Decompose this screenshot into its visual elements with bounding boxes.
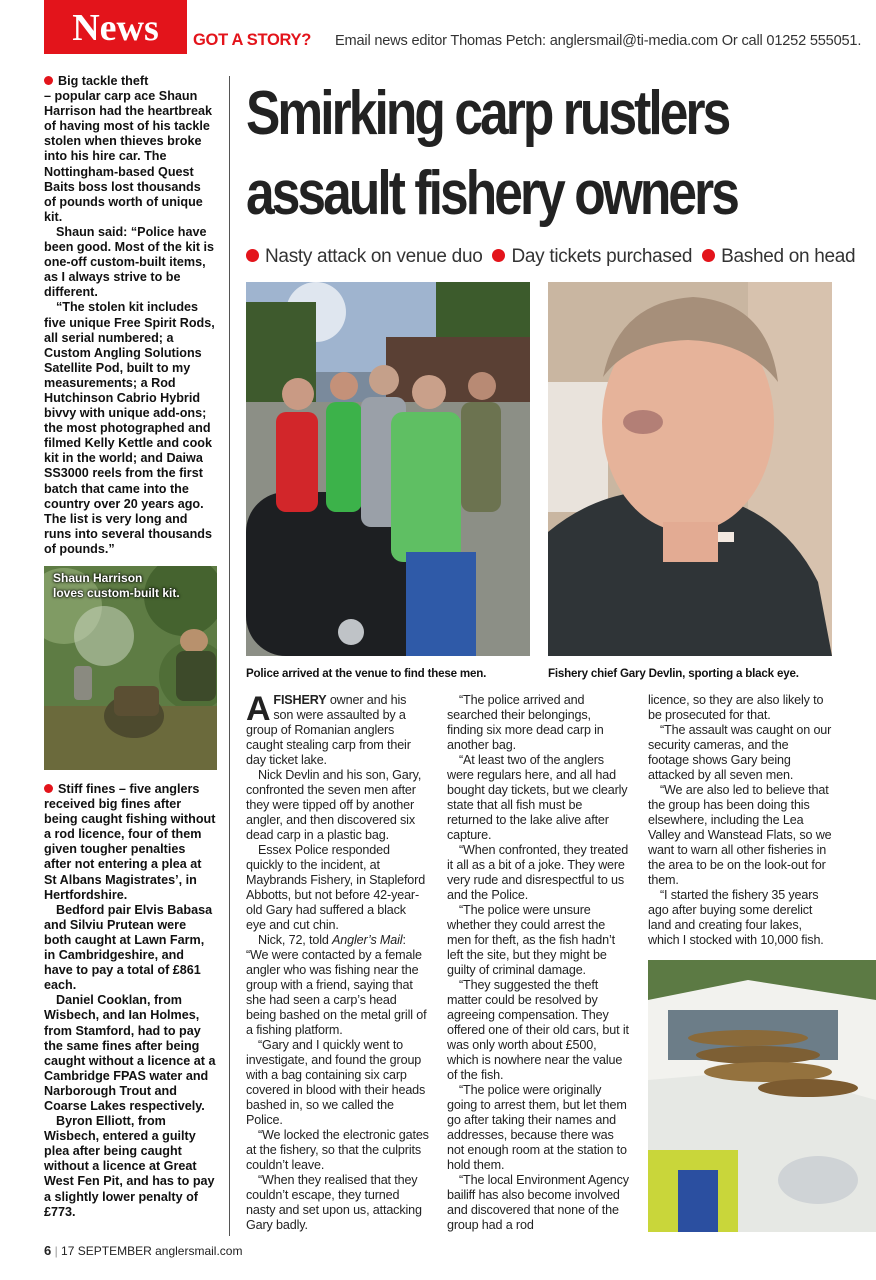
page-footer [44, 1243, 242, 1258]
sidebar-paragraph: Daniel Cooklan, from Wisbech, and Ian Holmes, from Stamford, had to pay the same fines after being caught without a licence at a Cambridge FPAS water and Narborough Trout and Coarse Lakes respectively. [44, 993, 216, 1113]
sidebar-story-title: Big tackle theft [58, 74, 149, 88]
photo-caption-left: Police arrived at the venue to find these men. [246, 667, 487, 680]
bullet-dot-icon [492, 249, 505, 262]
drop-cap: A [246, 690, 271, 728]
article-paragraph: licence, so they are also likely to be prosecuted for that. [648, 693, 824, 722]
article-column-3 [648, 693, 832, 948]
suspects-photo [246, 282, 530, 656]
sidebar-story-stiff-fines [44, 782, 216, 1220]
standfirst-bullets [246, 246, 855, 268]
caption-line: Shaun Harrison [53, 571, 143, 585]
dead-carp-on-car-image [648, 960, 876, 1232]
sidebar-paragraph: “The stolen kit includes five unique Free Spirit Rods, all serial numbered; a Custom Angling Solutions Satellite Pod, built to my measurements; a Rod Hutchinson Cabrio Hybrid bivvy with unique add-ons; the most photographed and filmed Kelly Kettle and cook kit in the world; and Daiwa SS3000 reels from the first batch that came into the country over 20 years ago. The list is very long and runs into several thousands of pounds.” [44, 300, 215, 556]
article-column-1 [246, 690, 429, 1233]
bullet-dot-icon [702, 249, 715, 262]
bullet-dot-icon [44, 76, 53, 85]
headline-line: assault fishery owners [246, 159, 737, 228]
section-title: News [72, 7, 159, 49]
bullet-dot-icon [44, 784, 53, 793]
article-paragraph [246, 933, 429, 1038]
article-paragraph: “I started the fishery 35 years ago after buying some derelict land and creating four lakes, which I stocked with 10,000 fish. [648, 888, 824, 947]
got-story-label: GOT A STORY? [193, 31, 312, 49]
sidebar-paragraph: – popular carp ace Shaun Harrison had the heartbreak of having most of his tackle stolen when thieves broke into his hire car. The Nottingham-based Quest Baits boss lost thousands of pounds worth of unique kit. [44, 89, 212, 224]
article-paragraph: “The local Environment Agency bailiff has also become involved and discovered that none of the group had a rod [447, 1173, 629, 1232]
lead-text: owner and his son were assaulted by a group of Romanian anglers caught stealing carp from their day ticket lake. [246, 693, 411, 767]
headline-line: Smirking carp rustlers [246, 79, 729, 148]
article-paragraph: “When they realised that they couldn’t escape, they turned nasty and set upon us, attacking Gary badly. [246, 1173, 422, 1232]
article-paragraph: “When confronted, they treated it all as a bit of a joke. They were very rude and disrespectful to us and the Police. [447, 843, 629, 902]
website-link[interactable]: anglersmail.com [155, 1244, 243, 1258]
sidebar-story-tackle-theft [44, 74, 216, 557]
bullet-dot-icon [246, 249, 259, 262]
sidebar-paragraph: Shaun said: “Police have been good. Most of the kit is one-off custom-built items, as I always strive to be different. [44, 224, 215, 300]
text-run: : “We were contacted by a female angler who was fishing near the group with a friend, saying that she had seen a carp’s head being bashed on the metal grill of a fishing platform. [246, 933, 427, 1037]
photo-caption-right: Fishery chief Gary Devlin, sporting a black eye. [548, 667, 799, 680]
headline [246, 74, 737, 234]
footer-separator: | [54, 1244, 58, 1258]
photo-caption-overlay [53, 571, 180, 601]
suspects-by-car-image [246, 282, 530, 656]
sidebar-story-title: Stiff fines [58, 782, 116, 796]
section-banner [44, 0, 187, 54]
article-paragraph: “Gary and I quickly went to investigate, and found the group with a bag containing six carp covered in blood with their heads bashed in, so we called the Police. [246, 1038, 426, 1127]
article-paragraph: Essex Police responded quickly to the incident, at Maybrands Fishery, in Stapleford Abbotts, but not before 42-year-old Gary had suffered a black eye and cut chin. [246, 843, 426, 932]
text-run: Nick, 72, told [258, 933, 333, 947]
article-paragraph: “We are also led to believe that the group has been doing this elsewhere, including the Lea Valley and Wanstead Flats, so we want to warn all other fisheries in the area to be on the look-out for them. [648, 783, 832, 887]
police-car-photo [648, 960, 876, 1232]
article-column-2 [447, 693, 630, 1233]
article-paragraph: “At least two of the anglers were regulars here, and all had bought day tickets, but we clearly state that all fish must be returned to the lake alive after capture. [447, 753, 628, 842]
article-paragraph: “We locked the electronic gates at the fishery, so that the culprits couldn’t leave. [246, 1128, 429, 1172]
shaun-harrison-photo [44, 566, 217, 770]
caption-line: loves custom-built kit. [53, 586, 180, 600]
issue-date: 17 SEPTEMBER [61, 1244, 152, 1258]
article-paragraph: “The police were unsure whether they could arrest the men for theft, as the fish hadn’t left the site, but they might be guilty of criminal damage. [447, 903, 615, 977]
gary-devlin-photo [548, 282, 832, 656]
article-paragraph: “The police were originally going to arrest them, but let them go after taking their names and addresses, because there was not enough room at the station to hold them. [447, 1083, 627, 1172]
article-paragraph: Nick Devlin and his son, Gary, confronted the seven men after they were tipped off by another angler, and then discovered six dead carp in a plastic bag. [246, 768, 422, 842]
article-paragraph: “The police arrived and searched their belongings, finding six more dead carp in another bag. [447, 693, 604, 752]
sidebar-paragraph: Byron Elliott, from Wisbech, entered a guilty plea after being caught without a licence at Great West Fen Pit, and has to pay a slightly lower penalty of £773. [44, 1114, 215, 1219]
column-divider [229, 76, 230, 1236]
standfirst-item: Bashed on head [721, 246, 856, 267]
black-eye-portrait-image [548, 282, 832, 656]
sidebar-paragraph: Bedford pair Elvis Babasa and Silviu Prutean were both caught at Lawn Farm, in Cambridgeshire, and have to pay a total of £861 each. [44, 902, 213, 993]
contact-line: Email news editor Thomas Petch: anglersmail@ti-media.com Or call 01252 555051. [335, 33, 862, 49]
standfirst-item: Day tickets purchased [511, 246, 693, 267]
page-number: 6 [44, 1243, 52, 1258]
sidebar-paragraph: – five anglers received big fines after being caught fishing without a rod licence, four of them given tougher penalties after not entering a plea at St Albans Magistrates’, in Hertfordshire. [44, 782, 216, 902]
standfirst-item: Nasty attack on venue duo [265, 246, 483, 267]
article-paragraph: “They suggested the theft matter could be resolved by agreeing compensation. They offered one of their old cars, but it was only worth about £500, which is nowhere near the value of the fish. [447, 978, 629, 1082]
lead-bold: FISHERY [273, 693, 327, 707]
article-paragraph: “The assault was caught on our security cameras, and the footage shows Gary being attacked by all seven men. [648, 723, 832, 782]
publication-name: Angler’s Mail [332, 933, 403, 947]
